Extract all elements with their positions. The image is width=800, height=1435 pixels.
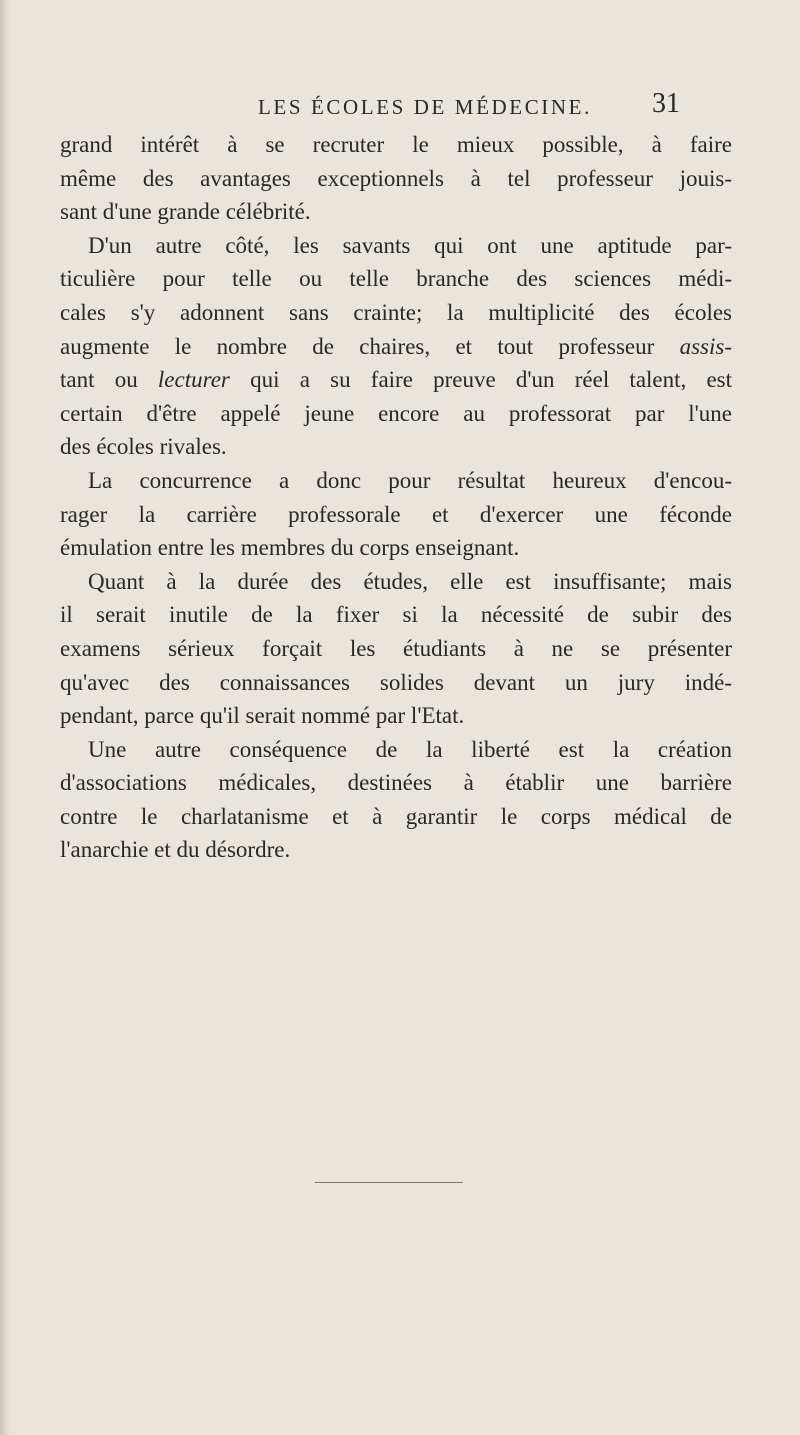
text-line: il serait inutile de la fixer si la nécessité de subir des — [60, 602, 732, 628]
text-line: ticulière pour telle ou telle branche des sciences médi- — [60, 266, 732, 292]
text-line: pendant, parce qu'il serait nommé par l'Etat. — [60, 703, 465, 729]
text-line: D'un autre côté, les savants qui ont une aptitude par- — [88, 232, 732, 258]
text-line: cales s'y adonnent sans crainte; la multiplicité des écoles — [60, 299, 732, 325]
text-line: l'anarchie et du désordre. — [60, 837, 291, 863]
text-line: des écoles rivales. — [60, 434, 227, 460]
text-line: examens sérieux forçait les étudiants à ne se présenter — [60, 635, 732, 661]
italic-word-assistant: assis- — [679, 333, 732, 359]
text-line: rager la carrière professorale et d'exercer une féconde — [60, 501, 732, 527]
footer-rule — [315, 1182, 463, 1183]
text-line: qu'avec des connaissances solides devant un jury indé- — [60, 669, 732, 695]
text-line: certain d'être appelé jeune encore au professorat par l'une — [60, 400, 732, 426]
text-line: d'associations médicales, destinées à établir une barrière — [60, 770, 732, 796]
text-fragment: augmente le nombre de chaires, et tout professeur — [60, 333, 655, 359]
text-fragment: qui a su faire preuve d'un réel talent, est — [250, 367, 733, 393]
page-number: 31 — [652, 88, 680, 119]
text-fragment: tant ou — [60, 367, 138, 393]
text-line — [60, 330, 732, 364]
text-line: émulation entre les membres du corps enseignant. — [60, 535, 520, 561]
running-title: LES ÉCOLES DE MÉDECINE. — [258, 95, 592, 119]
page-edge-shadow — [0, 0, 10, 1435]
text-line: sant d'une grande célébrité. — [60, 199, 311, 225]
italic-word-lecturer: lecturer — [157, 367, 230, 393]
text-line: même des avantages exceptionnels à tel professeur jouis- — [60, 165, 732, 191]
text-line: La concurrence a donc pour résultat heureux d'encou- — [88, 467, 732, 493]
text-line: contre le charlatanisme et à garantir le corps médical de — [60, 803, 732, 829]
text-line: Une autre conséquence de la liberté est la création — [88, 736, 732, 762]
text-line — [60, 363, 732, 397]
text-line: grand intérêt à se recruter le mieux possible, à faire — [60, 132, 732, 157]
running-head — [0, 88, 800, 128]
body-text — [60, 128, 732, 867]
text-line: Quant à la durée des études, elle est insuffisante; mais — [88, 568, 732, 594]
